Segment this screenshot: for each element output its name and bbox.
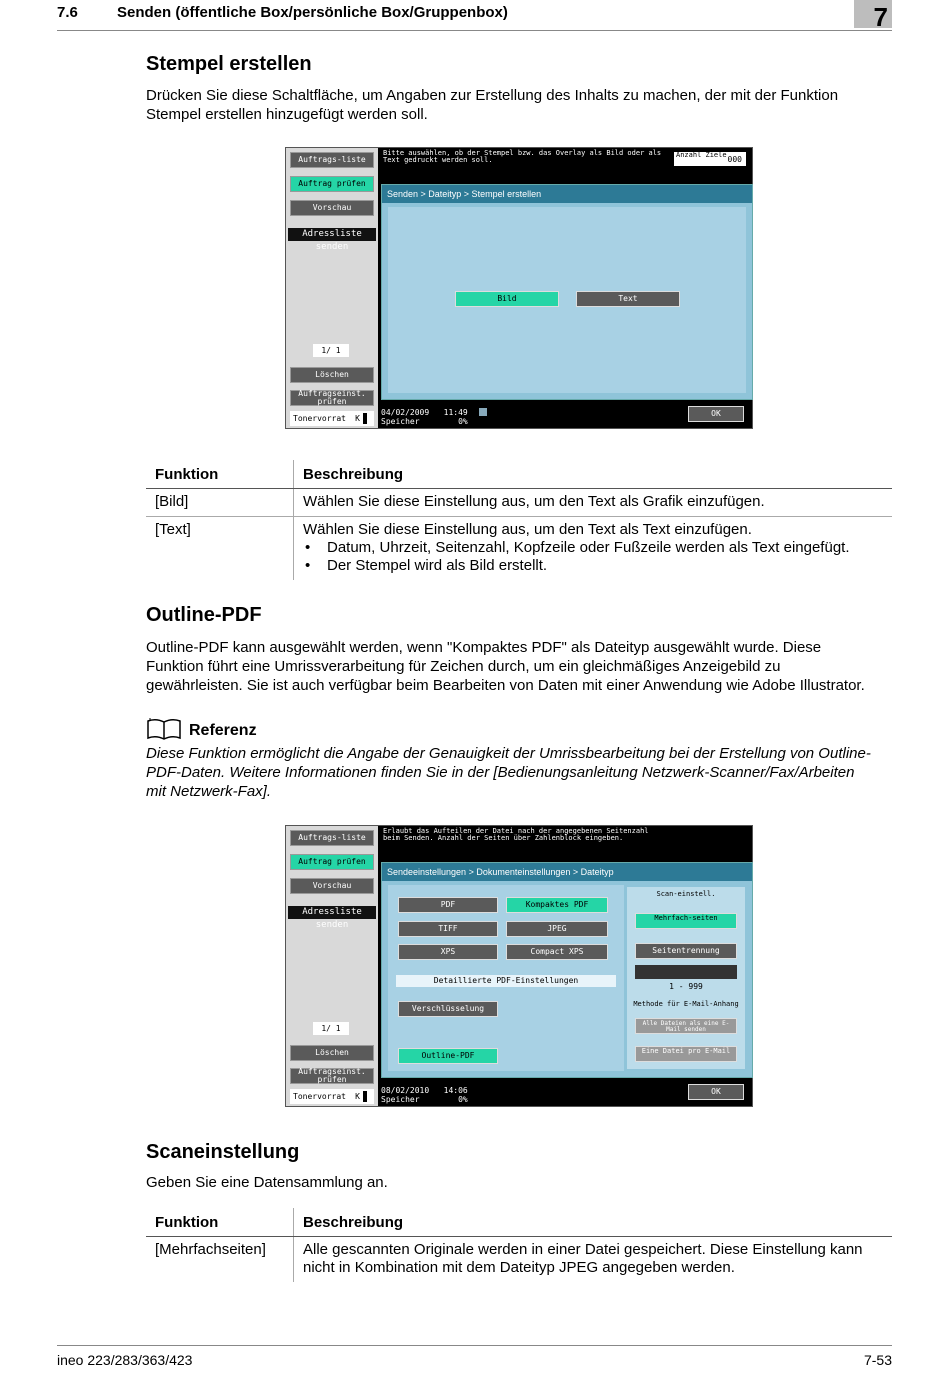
page-indicator: 1/ 1	[313, 1022, 349, 1035]
time: 14:06	[443, 1086, 468, 1095]
breadcrumb: Sendeeinstellungen > Dokumenteinstellungen > Dateityp	[382, 863, 752, 881]
toner-label: Tonervorrat	[293, 414, 346, 423]
vorschau-button[interactable]: Vorschau	[290, 878, 374, 894]
auftragseinst-button[interactable]: Auftragseinst. prüfen	[290, 390, 374, 406]
date: 04/02/2009	[381, 408, 430, 417]
row-funktion: [Bild]	[146, 489, 294, 517]
ref-line3: mit Netzwerk-Fax].	[146, 783, 272, 800]
ref-line1: Diese Funktion ermöglicht die Angabe der Genauigkeit der Umrissbearbeitung bei der Erstellung von Outline-	[146, 745, 871, 762]
col-funktion: Funktion	[146, 460, 294, 489]
jpeg-button[interactable]: JPEG	[506, 921, 608, 937]
page-number: 7-53	[863, 1352, 892, 1368]
referenz-text	[146, 744, 896, 801]
panel-inner	[388, 885, 624, 1071]
outline-pdf-button[interactable]: Outline-PDF	[398, 1048, 498, 1064]
adressliste-label[interactable]: Adressliste senden	[288, 906, 376, 919]
ok-button[interactable]: OK	[688, 406, 744, 422]
bullet-item: • Der Stempel wird als Bild erstellt.	[303, 557, 883, 575]
referenz-title: Referenz	[189, 722, 257, 739]
range-label: 1 - 999	[669, 982, 703, 991]
book-icon	[146, 718, 182, 740]
auftrag-pruefen-button[interactable]: Auftrag prüfen	[290, 854, 374, 870]
section-title: Senden (öffentliche Box/persönliche Box/Gruppenbox)	[117, 4, 508, 21]
speicher-label: Speicher	[381, 1095, 420, 1104]
scan-einstell-label: Scan-einstell.	[656, 890, 716, 898]
toner-label: Tonervorrat	[293, 1092, 346, 1101]
speicher-pct: 0%	[458, 417, 468, 426]
compact-xps-button[interactable]: Compact XPS	[506, 944, 608, 960]
chapter-number: 7	[854, 0, 892, 28]
toner-bar	[363, 413, 367, 424]
panel-inner	[388, 207, 746, 393]
network-icon	[479, 408, 487, 416]
page-indicator: 1/ 1	[313, 344, 349, 357]
dateityp-panel	[381, 862, 753, 1078]
auftragsliste-button[interactable]: Auftrags-liste	[290, 830, 374, 846]
seitentrennung-button[interactable]: Seitentrennung	[635, 943, 737, 959]
time: 11:49	[443, 408, 468, 417]
table-row	[146, 1237, 892, 1283]
speicher-pct: 0%	[458, 1095, 468, 1104]
outline-line3: gewährleisten. Sie ist auch verfügbar beim Bearbeiten von Daten mit einer Anwendung wie Adobe Illustrator.	[146, 677, 865, 694]
xps-button[interactable]: XPS	[398, 944, 498, 960]
stempel-intro-line2: Stempel erstellen hinzugefügt werden soll.	[146, 106, 428, 123]
stempel-intro	[146, 86, 896, 124]
methode-label: Methode für E-Mail-Anhang	[633, 1000, 739, 1008]
heading-stempel: Stempel erstellen	[146, 53, 312, 75]
row-funktion: [Mehrfachseiten]	[146, 1237, 294, 1283]
screen-message: Erlaubt das Aufteilen der Datei nach der angegebenen Seitenzahl beim Senden. Anzahl der Seiten über Zahlenblock eingeben.	[383, 827, 649, 842]
screen-sidebar	[286, 826, 378, 1106]
count-label: Anzahl Ziele	[676, 151, 727, 159]
outline-line2: Funktion führt eine Umrissverarbeitung für Zeichen durch, um ein gleichmäßiges Anzeigebild zu	[146, 658, 781, 675]
mehrfachseiten-button[interactable]: Mehrfach-seiten	[635, 913, 737, 929]
outline-intro	[146, 638, 896, 695]
toner-k: K	[355, 1092, 360, 1101]
row-funktion: [Text]	[146, 517, 294, 581]
toner-indicator	[290, 1089, 374, 1104]
heading-outline: Outline-PDF	[146, 604, 262, 626]
row-desc: Wählen Sie diese Einstellung aus, um den Text als Text einzufügen.	[303, 521, 752, 538]
outline-line1: Outline-PDF kann ausgewählt werden, wenn "Kompaktes PDF" als Dateityp ausgewählt wurde. Diese	[146, 639, 822, 656]
adressliste-label[interactable]: Adressliste senden	[288, 228, 376, 241]
status-footer	[381, 1086, 581, 1104]
bild-button[interactable]: Bild	[455, 291, 559, 307]
loeschen-button[interactable]: Löschen	[290, 367, 374, 383]
toner-k: K	[355, 414, 360, 423]
col-beschreibung: Beschreibung	[294, 1208, 893, 1237]
row-beschreibung	[294, 517, 893, 581]
page-footer	[57, 1345, 892, 1368]
eine-datei-button[interactable]: Eine Datei pro E-Mail	[635, 1046, 737, 1062]
loeschen-button[interactable]: Löschen	[290, 1045, 374, 1061]
screen-dateityp	[285, 825, 753, 1107]
ref-line2: PDF-Daten. Weitere Informationen finden Sie in der [Bedienungsanleitung Netzwerk-Scanner/Fax/Arbeiten	[146, 764, 855, 781]
table-row	[146, 489, 892, 517]
breadcrumb: Senden > Dateityp > Stempel erstellen	[382, 185, 752, 203]
page-count-field[interactable]	[635, 965, 737, 979]
screen-message: Bitte auswählen, ob der Stempel bzw. das Overlay als Bild oder als Text gedruckt werden soll.	[383, 149, 662, 164]
toner-bar	[363, 1091, 367, 1102]
row-beschreibung: Wählen Sie diese Einstellung aus, um den Text als Grafik einzufügen.	[294, 489, 893, 517]
row-beschreibung	[294, 1237, 893, 1283]
tiff-button[interactable]: TIFF	[398, 921, 498, 937]
auftrag-pruefen-button[interactable]: Auftrag prüfen	[290, 176, 374, 192]
count-value: 000	[727, 155, 742, 164]
heading-scan: Scaneinstellung	[146, 1141, 300, 1163]
verschluesselung-button[interactable]: Verschlüsselung	[398, 1001, 498, 1017]
stempel-intro-line1: Drücken Sie diese Schaltfläche, um Angaben zur Erstellung des Inhalts zu machen, der mit der Funktion	[146, 87, 839, 104]
scan-table	[146, 1208, 892, 1282]
toner-indicator	[290, 411, 374, 426]
pdf-button[interactable]: PDF	[398, 897, 498, 913]
col-funktion: Funktion	[146, 1208, 294, 1237]
desc-line1: Alle gescannten Originale werden in einer Datei gespeichert. Diese Einstellung kann	[303, 1241, 863, 1258]
alle-dateien-button[interactable]: Alle Dateien als eine E-Mail senden	[635, 1018, 737, 1034]
speicher-label: Speicher	[381, 417, 420, 426]
scan-settings-panel	[627, 887, 745, 1069]
destination-count	[674, 152, 746, 166]
kompaktes-pdf-button[interactable]: Kompaktes PDF	[506, 897, 608, 913]
model-label: ineo 223/283/363/423	[57, 1352, 193, 1368]
bullet-item: • Datum, Uhrzeit, Seitenzahl, Kopfzeile oder Fußzeile werden als Text eingefügt.	[303, 539, 883, 557]
col-beschreibung: Beschreibung	[294, 460, 893, 489]
section-number: 7.6	[57, 4, 78, 21]
scan-intro: Geben Sie eine Datensammlung an.	[146, 1174, 388, 1191]
ok-button[interactable]: OK	[688, 1084, 744, 1100]
auftragsliste-button[interactable]: Auftrags-liste	[290, 152, 374, 168]
detail-pdf-heading: Detaillierte PDF-Einstellungen	[396, 975, 616, 987]
auftragseinst-button[interactable]: Auftragseinst. prüfen	[290, 1068, 374, 1084]
vorschau-button[interactable]: Vorschau	[290, 200, 374, 216]
screen-sidebar	[286, 148, 378, 428]
stempel-panel	[381, 184, 753, 400]
desc-line2: nicht in Kombination mit dem Dateityp JPEG angegeben werden.	[303, 1259, 735, 1276]
table-row	[146, 517, 892, 581]
page-header	[57, 0, 892, 31]
screen-stempel	[285, 147, 753, 429]
date: 08/02/2010	[381, 1086, 430, 1095]
stempel-table	[146, 460, 892, 580]
text-button[interactable]: Text	[576, 291, 680, 307]
